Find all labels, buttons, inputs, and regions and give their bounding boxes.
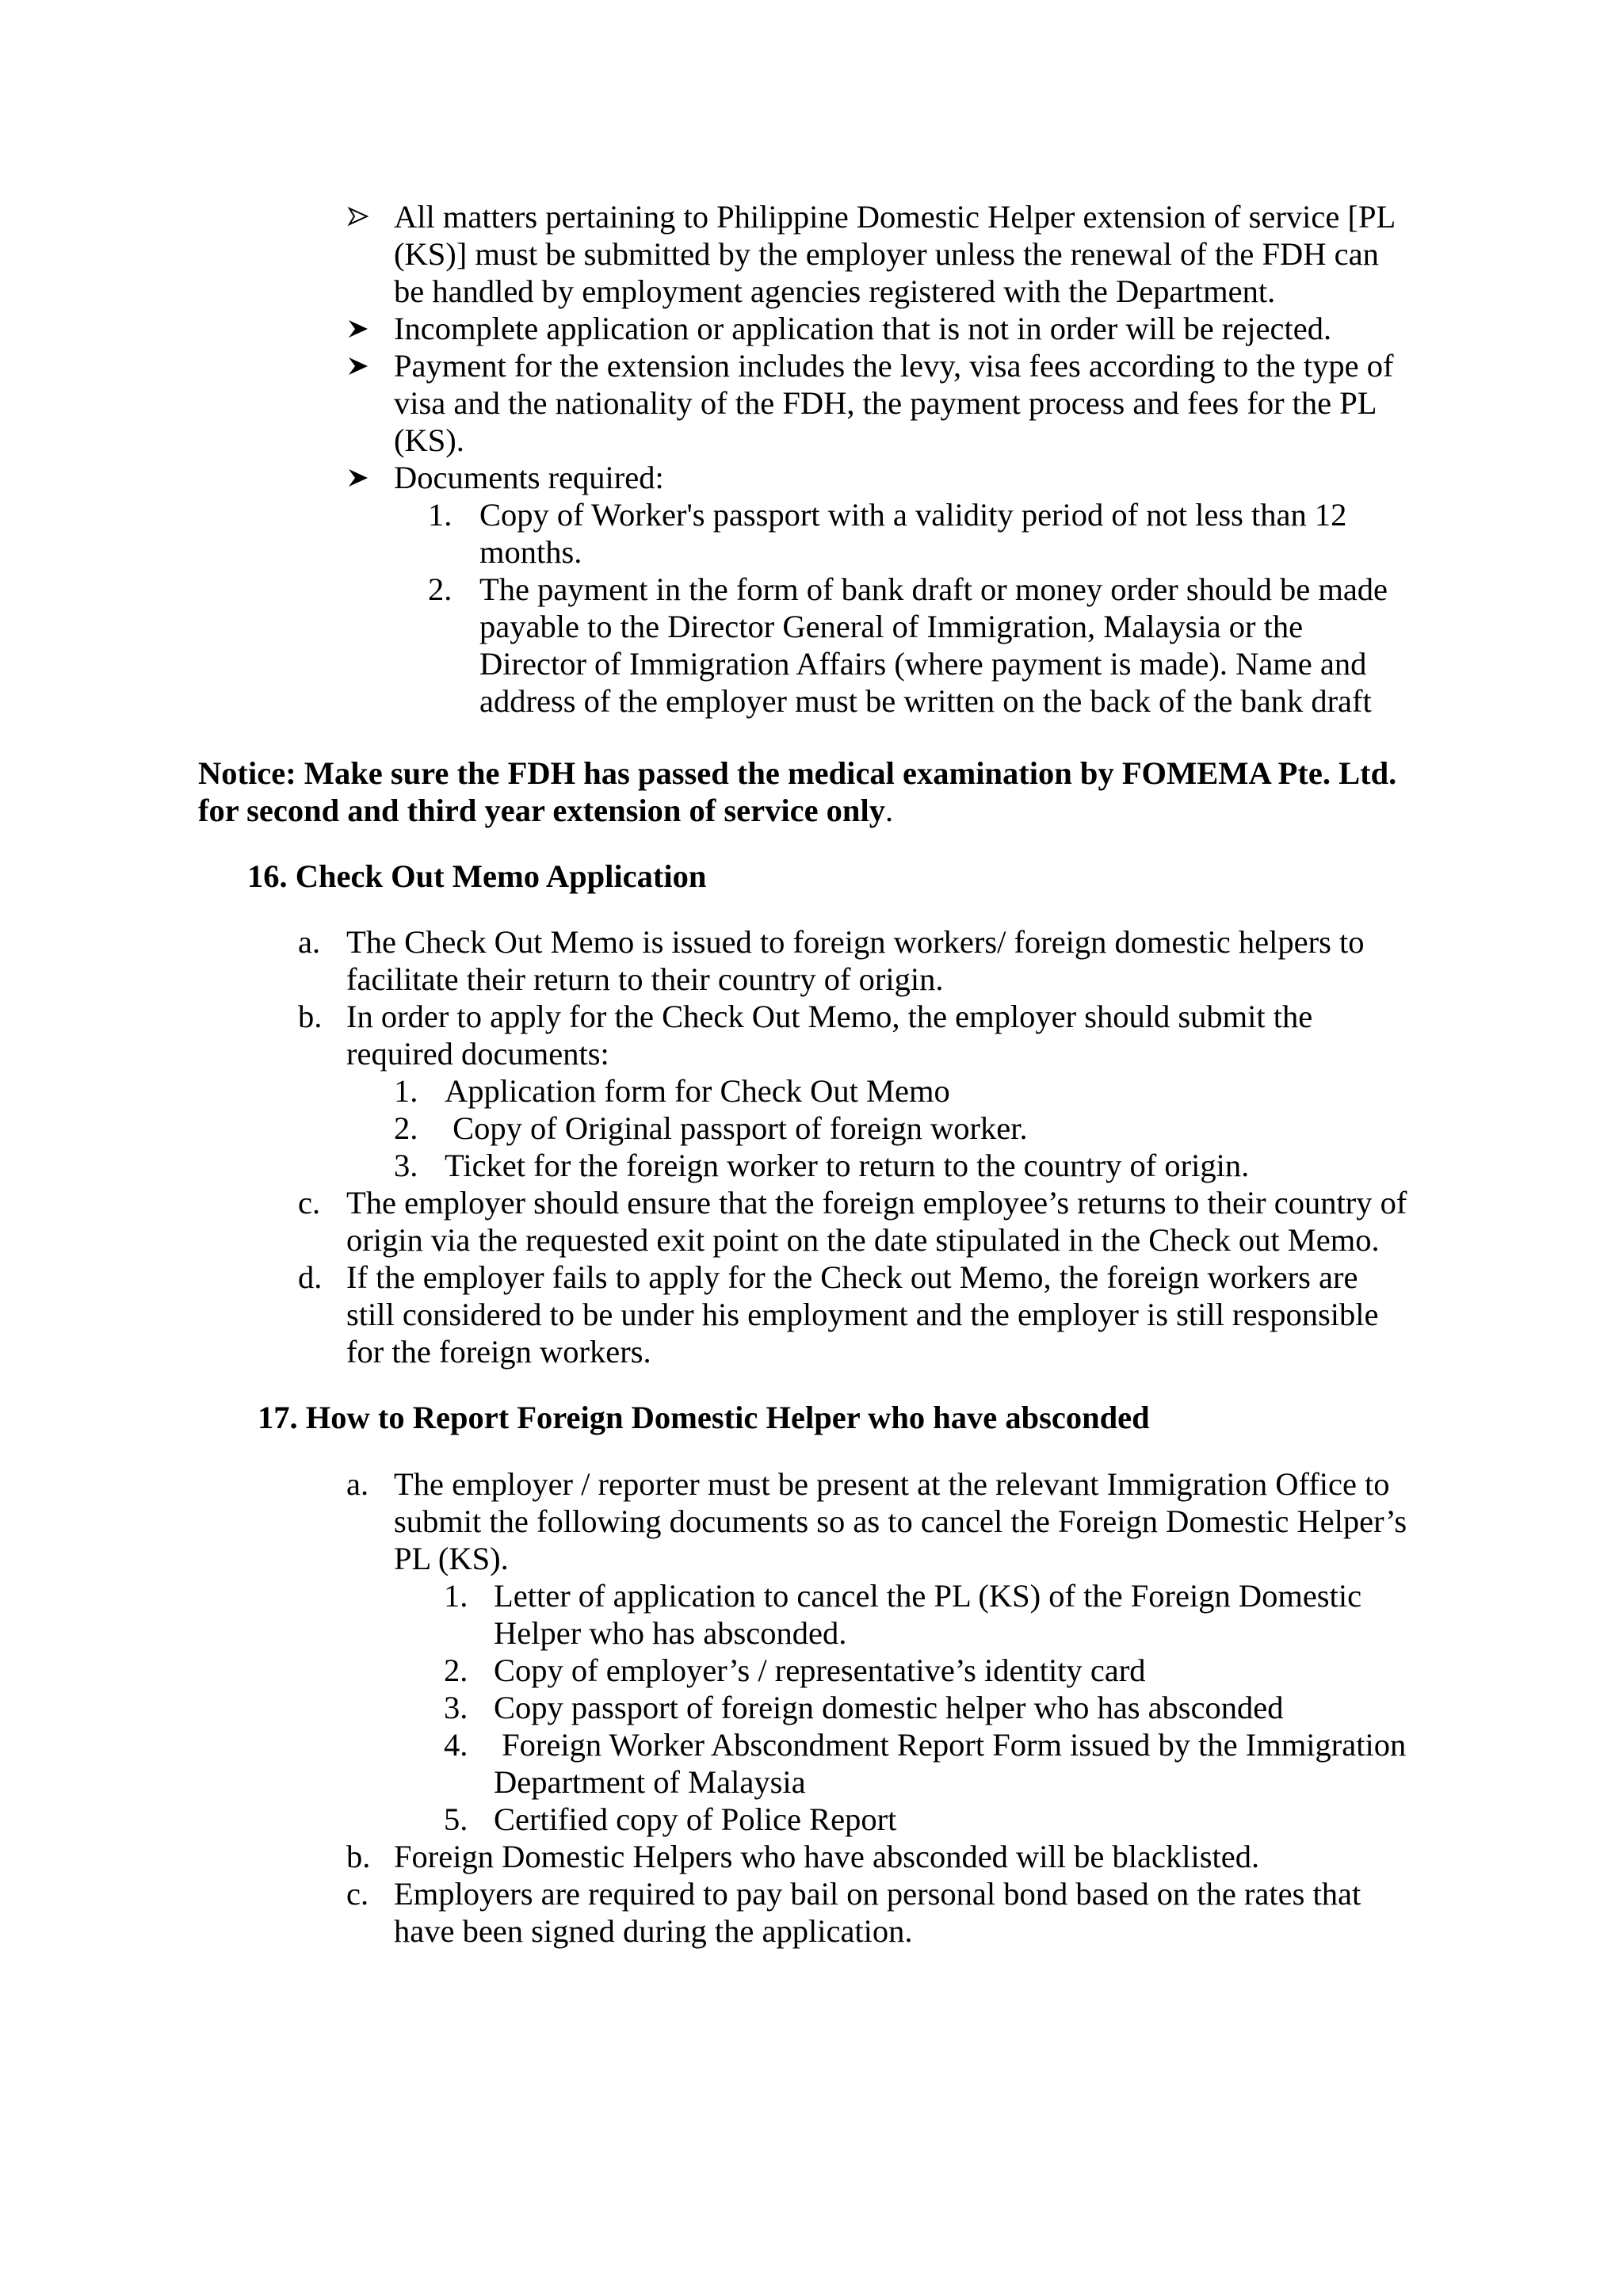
doc-item-1-line-2: months. (479, 534, 582, 570)
s16-sub-2-number: 2. (394, 1110, 418, 1146)
s17-item-c-line-1: Employers are required to pay bail on personal bond based on the rates that (394, 1876, 1361, 1912)
notice-line-1: Notice: Make sure the FDH has passed the medical examination by FOMEMA Pte. Ltd. (198, 755, 1397, 791)
bullet-2-line-1: Incomplete application or application that is not in order will be rejected. (394, 311, 1332, 346)
doc-item-2-line-2: payable to the Director General of Immigration, Malaysia or the (479, 609, 1304, 644)
s17-sub-2-line-1: Copy of employer’s / representative’s identity card (494, 1652, 1146, 1688)
s16-sub-1-number: 1. (394, 1073, 418, 1109)
s16-item-b-line-2: required documents: (346, 1036, 609, 1072)
s17-sub-5-line-1: Certified copy of Police Report (494, 1801, 897, 1837)
s17-sub-1-line-2: Helper who has absconded. (494, 1615, 847, 1651)
bullet-1-line-1: All matters pertaining to Philippine Domestic Helper extension of service [PL (394, 199, 1396, 235)
s17-sub-4-number: 4. (444, 1727, 468, 1763)
s16-item-a-marker: a. (298, 924, 321, 960)
s16-sub-3-number: 3. (394, 1148, 418, 1183)
s17-sub-2-number: 2. (444, 1652, 468, 1688)
s17-sub-4-line-1: Foreign Worker Abscondment Report Form issued by the Immigration (494, 1727, 1407, 1763)
s16-item-c-marker: c. (298, 1185, 321, 1221)
doc-item-2-line-3: Director of Immigration Affairs (where payment is made). Name and (479, 646, 1367, 682)
s17-item-b-marker: b. (346, 1839, 371, 1874)
s16-sub-2-text: Copy of Original passport of foreign worker. (445, 1110, 1028, 1146)
s17-sub-1-line-1: Letter of application to cancel the PL (KS) of the Foreign Domestic (494, 1578, 1362, 1614)
s17-item-a-line-1: The employer / reporter must be present at the relevant Immigration Office to (394, 1466, 1390, 1502)
s16-item-a-line-1: The Check Out Memo is issued to foreign workers/ foreign domestic helpers to (346, 924, 1365, 960)
doc-item-2-line-1: The payment in the form of bank draft or money order should be made (479, 571, 1388, 607)
s16-sub-3-text: Ticket for the foreign worker to return to the country of origin. (445, 1148, 1250, 1183)
doc-item-2-number: 2. (428, 571, 453, 607)
s16-item-d-line-2: still considered to be under his employment and the employer is still responsible (346, 1297, 1379, 1332)
s17-sub-1-number: 1. (444, 1578, 468, 1614)
s17-item-a-line-3: PL (KS). (394, 1541, 509, 1576)
arrow-bullet-icon (346, 317, 370, 341)
notice-line-2-tail: . (884, 793, 894, 828)
notice-line-2 (198, 792, 893, 830)
s17-item-a-line-2: submit the following documents so as to cancel the Foreign Domestic Helper’s (394, 1503, 1407, 1539)
s16-item-b-marker: b. (298, 999, 323, 1034)
s16-item-d-line-1: If the employer fails to apply for the Check out Memo, the foreign workers are (346, 1259, 1358, 1295)
bullet-1-line-3: be handled by employment agencies registered with the Department. (394, 273, 1276, 309)
doc-item-1-number: 1. (428, 497, 453, 533)
arrow-bullet-icon (346, 354, 370, 378)
s16-item-c-line-2: origin via the requested exit point on the date stipulated in the Check out Memo. (346, 1222, 1380, 1258)
bullet-3-line-2: visa and the nationality of the FDH, the payment process and fees for the PL (394, 385, 1377, 421)
bullet-1-line-2: (KS)] must be submitted by the employer unless the renewal of the FDH can (394, 236, 1379, 272)
bullet-3-line-1: Payment for the extension includes the levy, visa fees according to the type of (394, 348, 1394, 384)
s17-item-c-line-2: have been signed during the application. (394, 1913, 913, 1949)
s17-item-b-line-1: Foreign Domestic Helpers who have absconded will be blacklisted. (394, 1839, 1260, 1874)
s17-sub-5-number: 5. (444, 1801, 468, 1837)
doc-item-1-line-1: Copy of Worker's passport with a validity period of not less than 12 (479, 497, 1347, 533)
doc-item-2-line-4: address of the employer must be written on the back of the bank draft (479, 683, 1372, 719)
s17-sub-4-line-2: Department of Malaysia (494, 1764, 806, 1800)
s16-item-c-line-1: The employer should ensure that the foreign employee’s returns to their country of (346, 1185, 1407, 1221)
s17-sub-3-line-1: Copy passport of foreign domestic helper who has absconded (494, 1690, 1284, 1725)
section-16-heading: 16. Check Out Memo Application (247, 858, 707, 894)
s16-item-b-line-1: In order to apply for the Check Out Memo, the employer should submit the (346, 999, 1313, 1034)
s17-item-c-marker: c. (346, 1876, 369, 1912)
arrow-bullet-icon (346, 204, 370, 228)
s16-item-d-line-3: for the foreign workers. (346, 1334, 651, 1370)
s17-item-a-marker: a. (346, 1466, 369, 1502)
s16-item-a-line-2: facilitate their return to their country of origin. (346, 961, 944, 997)
notice-line-2-bold: for second and third year extension of service only (198, 793, 885, 828)
bullet-3-line-3: (KS). (394, 422, 464, 458)
bullet-4-line-1: Documents required: (394, 460, 664, 495)
s16-sub-1-text: Application form for Check Out Memo (445, 1073, 950, 1109)
arrow-bullet-icon (346, 466, 370, 490)
s16-item-d-marker: d. (298, 1259, 323, 1295)
s17-sub-3-number: 3. (444, 1690, 468, 1725)
section-17-heading: 17. How to Report Foreign Domestic Helper who have absconded (258, 1400, 1150, 1435)
